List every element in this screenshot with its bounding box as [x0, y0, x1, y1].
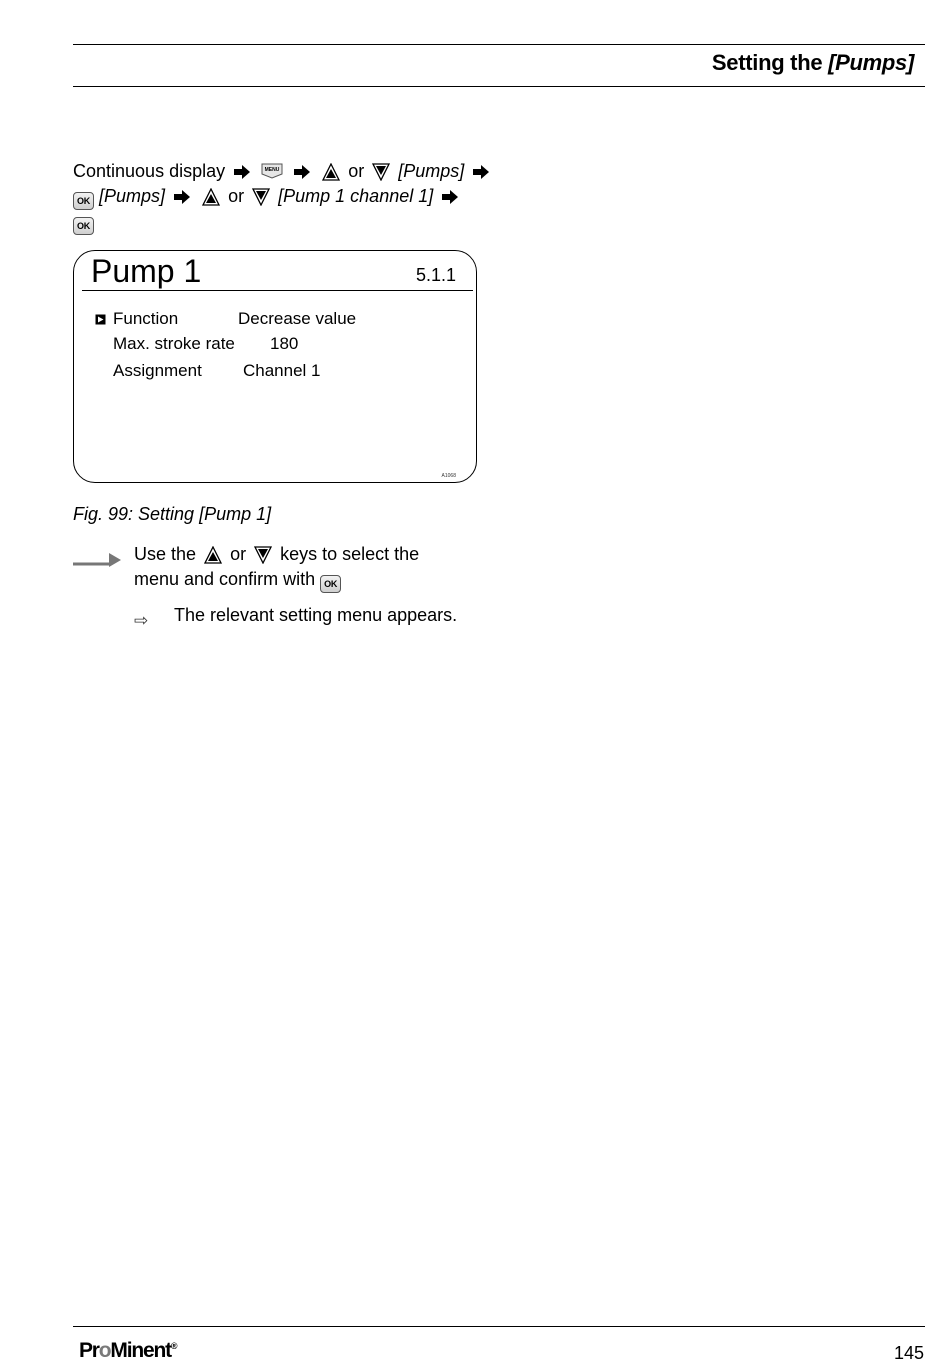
- step-arrow-icon: [73, 549, 123, 571]
- instruction-part-2: keys to select the: [280, 544, 420, 564]
- up-key-icon: [202, 188, 220, 206]
- right-arrow-icon: [234, 165, 250, 179]
- display-row-stroke-value: 180: [270, 334, 299, 353]
- page-header-title: [712, 50, 914, 76]
- right-arrow-icon: [294, 165, 310, 179]
- instruction-or: or: [230, 544, 247, 564]
- up-key-icon: [322, 163, 340, 181]
- result-arrow-icon: ⇨: [134, 611, 149, 630]
- prominent-logo: [79, 1339, 178, 1363]
- instruction-part-1: Use the: [134, 544, 197, 564]
- figure-caption: Fig. 99: Setting [Pump 1]: [73, 504, 272, 524]
- logo-text-pr: Pr: [79, 1339, 99, 1362]
- nav-path-line-2: [73, 184, 462, 210]
- display-title: Pump 1: [91, 253, 202, 289]
- nav-path-line-1: [73, 159, 493, 183]
- display-row-stroke-label: Max. stroke rate: [113, 334, 235, 353]
- logo-text-rest: Minent: [110, 1339, 171, 1362]
- result-text: The relevant setting menu appears.: [174, 605, 458, 625]
- header-bottom-rule: [73, 86, 925, 87]
- nav-pump-channel-item: [Pump 1 channel 1]: [278, 186, 434, 206]
- display-row-function-label: Function: [113, 309, 179, 328]
- right-arrow-icon: [442, 190, 458, 204]
- display-row-assignment-value: Channel 1: [243, 361, 321, 380]
- nav-or-text: or: [228, 186, 245, 206]
- display-menu-number: 5.1.1: [415, 265, 456, 285]
- nav-start-text: Continuous display: [73, 161, 226, 181]
- footer-rule: [73, 1326, 925, 1327]
- logo-registered-mark: ®: [170, 1341, 178, 1351]
- figure-code: A1068: [441, 473, 456, 479]
- nav-pumps-item: [Pumps]: [99, 186, 166, 206]
- logo-text-o: o: [98, 1339, 111, 1362]
- ok-key-icon: OK: [73, 217, 94, 235]
- header-top-rule: [73, 44, 925, 45]
- selection-cursor-icon: [95, 314, 106, 325]
- menu-key-label: MENU: [264, 167, 280, 173]
- controller-display: [73, 250, 477, 483]
- nav-pumps-item: [Pumps]: [398, 161, 465, 181]
- instruction-text: [134, 542, 494, 593]
- down-key-icon: [254, 546, 272, 564]
- up-key-icon: [204, 546, 222, 564]
- ok-key-icon: OK: [73, 192, 94, 210]
- menu-key-icon: [261, 163, 283, 179]
- right-arrow-icon: [174, 190, 190, 204]
- instruction-part-3: menu and confirm with: [134, 569, 316, 589]
- nav-path-line-3: [73, 209, 94, 235]
- display-divider: [82, 290, 473, 291]
- header-title-em: [Pumps]: [828, 50, 914, 75]
- down-key-icon: [372, 163, 390, 181]
- page-number: 145: [893, 1343, 924, 1363]
- ok-key-icon: OK: [320, 575, 341, 593]
- display-row-assignment-label: Assignment: [113, 361, 202, 380]
- down-key-icon: [252, 188, 270, 206]
- header-title-prefix: Setting the: [711, 50, 823, 75]
- nav-or-text: or: [348, 161, 365, 181]
- display-row-function-value: Decrease value: [238, 309, 357, 328]
- right-arrow-icon: [473, 165, 489, 179]
